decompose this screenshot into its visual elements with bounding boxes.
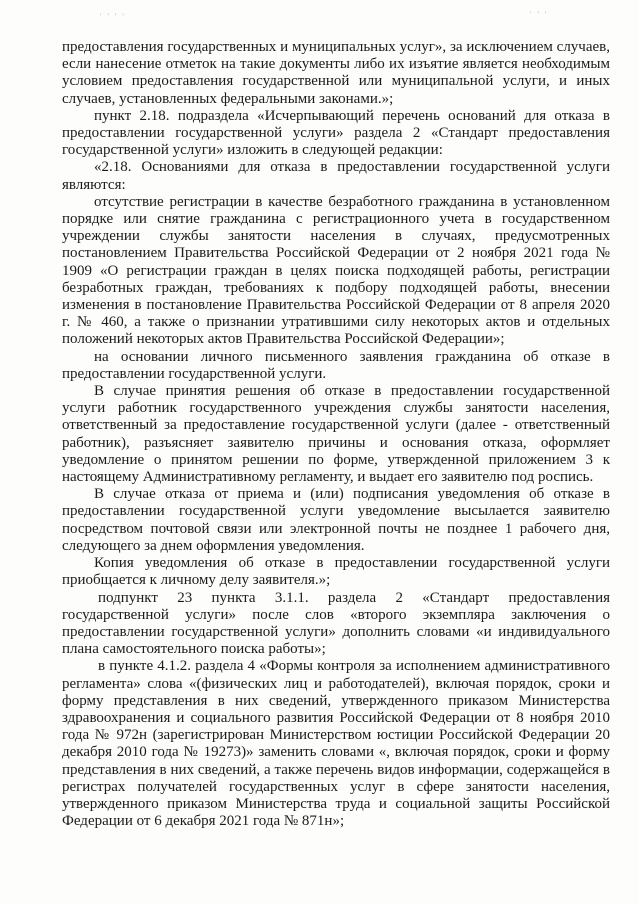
paragraph-6: В случае принятия решения об отказе в предоставлении государственной услуги работник государственного учреждения службы занятости населения, ответственный за предоставление государственной услуги (далее - ответственный работник), разъясняет заявителю причины и основания отказа, оформляет уведомление о принятом решении по форме, утвержденной приложением 3 к настоящему Административному регламенту, и выдает его заявителю под роспись. — [62, 383, 610, 486]
scan-header-noise: ' ' ' ' ' ' ' — [100, 10, 549, 21]
paragraph-1: предоставления государственных и муниципальных услуг», за исключением случаев, если нанесение отметок на такие документы либо их изъятие является необходимым условием предоставления государственной или муниципальной услуги, и иных случаев, установленных федеральными законами.»; — [62, 39, 610, 107]
paragraph-3: «2.18. Основаниями для отказа в предоставлении государственной услуги являются: — [62, 159, 610, 193]
paragraph-7: В случае отказа от приема и (или) подписания уведомления об отказе в предоставлении государственной услуги уведомление высылается заявителю посредством почтовой связи или электронной почты не позднее 1 рабочего дня, следующего за днем оформления уведомления. — [62, 486, 610, 554]
paragraph-2: пункт 2.18. подраздела «Исчерпывающий перечень оснований для отказа в предоставлении государственной услуги» раздела 2 «Стандарт предоставления государственной услуги» изложить в следующей редакции: — [62, 107, 610, 159]
paragraph-4: отсутствие регистрации в качестве безработного гражданина в установленном порядке или снятие гражданина с регистрационного учета в государственном учреждении службы занятости населения в случаях, предусмотренных постановлением Правительства Российской Федерации от 2 ноября 2021 года № 1909 «О регистрации граждан в целях поиска подходящей работы, регистрации безработных граждан, требованиях к подбору подходящей работы, внесении изменения в постановление Правительства Российской Федерации от 8 апреля 2020 г. № 460, а также о признании утратившими силу некоторых актов и отдельных положений некоторых актов Правительства Российской Федерации»; — [62, 193, 610, 348]
paragraph-5: на основании личного письменного заявления гражданина об отказе в предоставлении государственной услуги. — [62, 348, 610, 382]
paragraph-10: в пункте 4.1.2. раздела 4 «Формы контроля за исполнением административного регламента» слова «(физических лиц и работодателей), включая порядок, сроки и форму представления в них сведений, утвержденного приказом Министерства здравоохранения и социального развития Российской Федерации от 8 ноября 2010 года № 972н (зарегистрирован Министерством юстиции Российской Федерации 20 декабря 2010 года № 19273)» заменить словами «, включая порядок, сроки и форму представления в них сведений, а также перечень видов информации, содержащейся в регистрах получателей государственных услуг в сфере занятости населения, утвержденного приказом Министерства труда и социальной защиты Российской Федерации от 6 декабря 2021 года № 871н»; — [62, 658, 610, 830]
paragraph-9: подпункт 23 пункта 3.1.1. раздела 2 «Стандарт предоставления государственной услуги» после слов «второго экземпляра заключения о предоставлении государственной услуги» дополнить словами «и индивидуального плана самостоятельного поиска работы»; — [62, 589, 610, 658]
paragraph-8: Копия уведомления об отказе в предоставлении государственной услуги приобщается к личному делу заявителя.»; — [62, 555, 610, 589]
document-body — [62, 39, 610, 830]
